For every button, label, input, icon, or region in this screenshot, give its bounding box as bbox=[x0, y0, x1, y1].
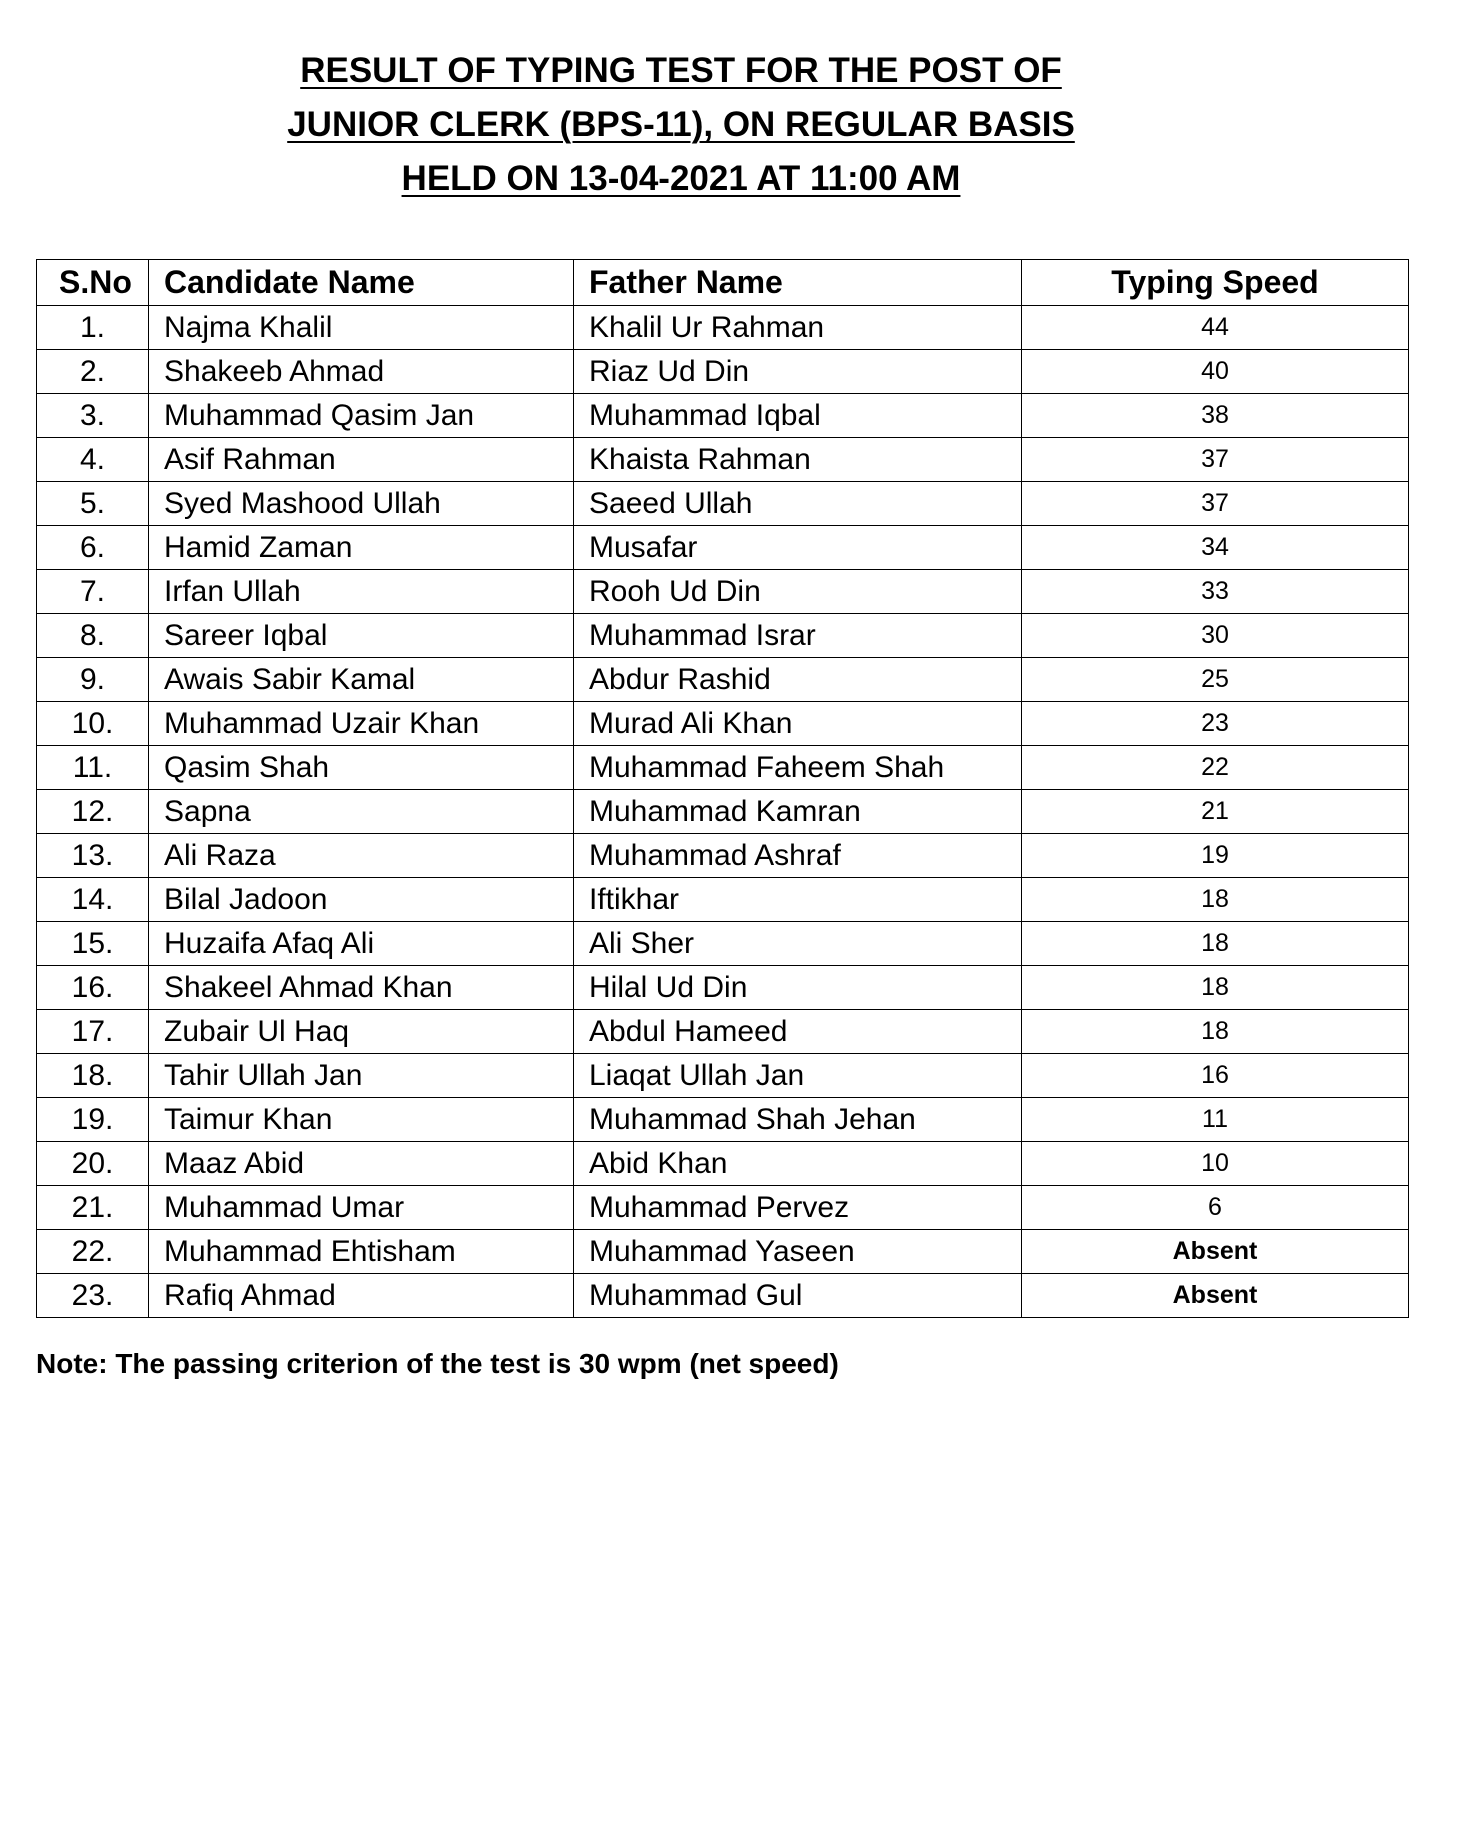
cell-typing-speed: 25 bbox=[1022, 658, 1409, 702]
cell-typing-speed: 44 bbox=[1022, 306, 1409, 350]
cell-typing-speed: 6 bbox=[1022, 1186, 1409, 1230]
table-row bbox=[37, 746, 1409, 790]
cell-sno: 20. bbox=[37, 1142, 149, 1186]
cell-typing-speed: 38 bbox=[1022, 394, 1409, 438]
cell-father-name: Muhammad Iqbal bbox=[574, 394, 1022, 438]
table-row bbox=[37, 658, 1409, 702]
cell-father-name: Iftikhar bbox=[574, 878, 1022, 922]
cell-typing-speed: 16 bbox=[1022, 1054, 1409, 1098]
cell-father-name: Riaz Ud Din bbox=[574, 350, 1022, 394]
cell-typing-speed: 18 bbox=[1022, 966, 1409, 1010]
table-body bbox=[37, 306, 1409, 1318]
title-line-2: JUNIOR CLERK (BPS-11), ON REGULAR BASIS bbox=[287, 105, 1075, 144]
cell-candidate-name: Tahir Ullah Jan bbox=[149, 1054, 574, 1098]
cell-candidate-name: Hamid Zaman bbox=[149, 526, 574, 570]
cell-typing-speed: 18 bbox=[1022, 878, 1409, 922]
header-father-name: Father Name bbox=[574, 260, 1022, 306]
table-row bbox=[37, 922, 1409, 966]
cell-candidate-name: Najma Khalil bbox=[149, 306, 574, 350]
cell-sno: 5. bbox=[37, 482, 149, 526]
cell-candidate-name: Huzaifa Afaq Ali bbox=[149, 922, 574, 966]
cell-sno: 4. bbox=[37, 438, 149, 482]
cell-candidate-name: Bilal Jadoon bbox=[149, 878, 574, 922]
table-row bbox=[37, 570, 1409, 614]
table-row bbox=[37, 878, 1409, 922]
cell-father-name: Muhammad Ashraf bbox=[574, 834, 1022, 878]
table-row bbox=[37, 1230, 1409, 1274]
table-row bbox=[37, 1142, 1409, 1186]
cell-typing-speed: 21 bbox=[1022, 790, 1409, 834]
cell-candidate-name: Syed Mashood Ullah bbox=[149, 482, 574, 526]
cell-father-name: Khaista Rahman bbox=[574, 438, 1022, 482]
cell-sno: 6. bbox=[37, 526, 149, 570]
cell-father-name: Murad Ali Khan bbox=[574, 702, 1022, 746]
cell-father-name: Muhammad Israr bbox=[574, 614, 1022, 658]
table-row bbox=[37, 306, 1409, 350]
cell-sno: 11. bbox=[37, 746, 149, 790]
cell-father-name: Musafar bbox=[574, 526, 1022, 570]
cell-father-name: Abdul Hameed bbox=[574, 1010, 1022, 1054]
cell-candidate-name: Shakeel Ahmad Khan bbox=[149, 966, 574, 1010]
table-row bbox=[37, 394, 1409, 438]
cell-typing-speed: 37 bbox=[1022, 482, 1409, 526]
table-row bbox=[37, 1186, 1409, 1230]
table-row bbox=[37, 834, 1409, 878]
table-row bbox=[37, 438, 1409, 482]
table-row bbox=[37, 1274, 1409, 1318]
title-line-3: HELD ON 13-04-2021 AT 11:00 AM bbox=[401, 159, 961, 198]
header-typing-speed: Typing Speed bbox=[1022, 260, 1409, 306]
table-header bbox=[37, 260, 1409, 306]
header-candidate-name: Candidate Name bbox=[149, 260, 574, 306]
table-row bbox=[37, 482, 1409, 526]
title-line-1: RESULT OF TYPING TEST FOR THE POST OF bbox=[300, 51, 1062, 90]
cell-sno: 12. bbox=[37, 790, 149, 834]
cell-typing-speed: 10 bbox=[1022, 1142, 1409, 1186]
cell-candidate-name: Sapna bbox=[149, 790, 574, 834]
cell-sno: 22. bbox=[37, 1230, 149, 1274]
cell-typing-speed: 11 bbox=[1022, 1098, 1409, 1142]
cell-sno: 17. bbox=[37, 1010, 149, 1054]
results-table bbox=[36, 259, 1409, 1318]
table-row bbox=[37, 966, 1409, 1010]
cell-father-name: Muhammad Pervez bbox=[574, 1186, 1022, 1230]
cell-typing-speed: 18 bbox=[1022, 922, 1409, 966]
cell-father-name: Muhammad Shah Jehan bbox=[574, 1098, 1022, 1142]
cell-sno: 14. bbox=[37, 878, 149, 922]
header-sno: S.No bbox=[37, 260, 149, 306]
table-row bbox=[37, 526, 1409, 570]
cell-father-name: Abid Khan bbox=[574, 1142, 1022, 1186]
cell-candidate-name: Muhammad Umar bbox=[149, 1186, 574, 1230]
cell-sno: 8. bbox=[37, 614, 149, 658]
cell-father-name: Muhammad Kamran bbox=[574, 790, 1022, 834]
cell-typing-speed: 18 bbox=[1022, 1010, 1409, 1054]
cell-sno: 19. bbox=[37, 1098, 149, 1142]
cell-candidate-name: Qasim Shah bbox=[149, 746, 574, 790]
cell-sno: 21. bbox=[37, 1186, 149, 1230]
cell-candidate-name: Taimur Khan bbox=[149, 1098, 574, 1142]
cell-sno: 1. bbox=[37, 306, 149, 350]
cell-father-name: Liaqat Ullah Jan bbox=[574, 1054, 1022, 1098]
cell-sno: 7. bbox=[37, 570, 149, 614]
cell-sno: 9. bbox=[37, 658, 149, 702]
cell-father-name: Muhammad Yaseen bbox=[574, 1230, 1022, 1274]
cell-typing-speed: 40 bbox=[1022, 350, 1409, 394]
table-row bbox=[37, 1098, 1409, 1142]
cell-sno: 3. bbox=[37, 394, 149, 438]
cell-candidate-name: Ali Raza bbox=[149, 834, 574, 878]
cell-typing-speed: 22 bbox=[1022, 746, 1409, 790]
cell-sno: 23. bbox=[37, 1274, 149, 1318]
cell-father-name: Ali Sher bbox=[574, 922, 1022, 966]
cell-sno: 13. bbox=[37, 834, 149, 878]
cell-candidate-name: Rafiq Ahmad bbox=[149, 1274, 574, 1318]
cell-father-name: Hilal Ud Din bbox=[574, 966, 1022, 1010]
cell-candidate-name: Maaz Abid bbox=[149, 1142, 574, 1186]
cell-father-name: Khalil Ur Rahman bbox=[574, 306, 1022, 350]
table-row bbox=[37, 1054, 1409, 1098]
cell-father-name: Rooh Ud Din bbox=[574, 570, 1022, 614]
cell-sno: 16. bbox=[37, 966, 149, 1010]
cell-father-name: Muhammad Faheem Shah bbox=[574, 746, 1022, 790]
cell-typing-speed: Absent bbox=[1022, 1274, 1409, 1318]
cell-father-name: Abdur Rashid bbox=[574, 658, 1022, 702]
table-header-row bbox=[37, 260, 1409, 306]
cell-typing-speed: 23 bbox=[1022, 702, 1409, 746]
cell-typing-speed: 30 bbox=[1022, 614, 1409, 658]
cell-candidate-name: Muhammad Ehtisham bbox=[149, 1230, 574, 1274]
table-row bbox=[37, 350, 1409, 394]
table-row bbox=[37, 1010, 1409, 1054]
cell-typing-speed: 19 bbox=[1022, 834, 1409, 878]
cell-sno: 10. bbox=[37, 702, 149, 746]
cell-typing-speed: 37 bbox=[1022, 438, 1409, 482]
cell-candidate-name: Muhammad Uzair Khan bbox=[149, 702, 574, 746]
cell-typing-speed: Absent bbox=[1022, 1230, 1409, 1274]
cell-candidate-name: Zubair Ul Haq bbox=[149, 1010, 574, 1054]
document-title bbox=[0, 44, 1362, 206]
cell-sno: 18. bbox=[37, 1054, 149, 1098]
cell-candidate-name: Irfan Ullah bbox=[149, 570, 574, 614]
cell-typing-speed: 34 bbox=[1022, 526, 1409, 570]
table-row bbox=[37, 702, 1409, 746]
table-row bbox=[37, 614, 1409, 658]
cell-typing-speed: 33 bbox=[1022, 570, 1409, 614]
cell-candidate-name: Sareer Iqbal bbox=[149, 614, 574, 658]
cell-candidate-name: Shakeeb Ahmad bbox=[149, 350, 574, 394]
cell-father-name: Saeed Ullah bbox=[574, 482, 1022, 526]
cell-father-name: Muhammad Gul bbox=[574, 1274, 1022, 1318]
cell-candidate-name: Muhammad Qasim Jan bbox=[149, 394, 574, 438]
cell-candidate-name: Asif Rahman bbox=[149, 438, 574, 482]
cell-sno: 2. bbox=[37, 350, 149, 394]
cell-sno: 15. bbox=[37, 922, 149, 966]
table-row bbox=[37, 790, 1409, 834]
passing-criterion-note: Note: The passing criterion of the test is 30 wpm (net speed) bbox=[36, 1348, 839, 1379]
cell-candidate-name: Awais Sabir Kamal bbox=[149, 658, 574, 702]
